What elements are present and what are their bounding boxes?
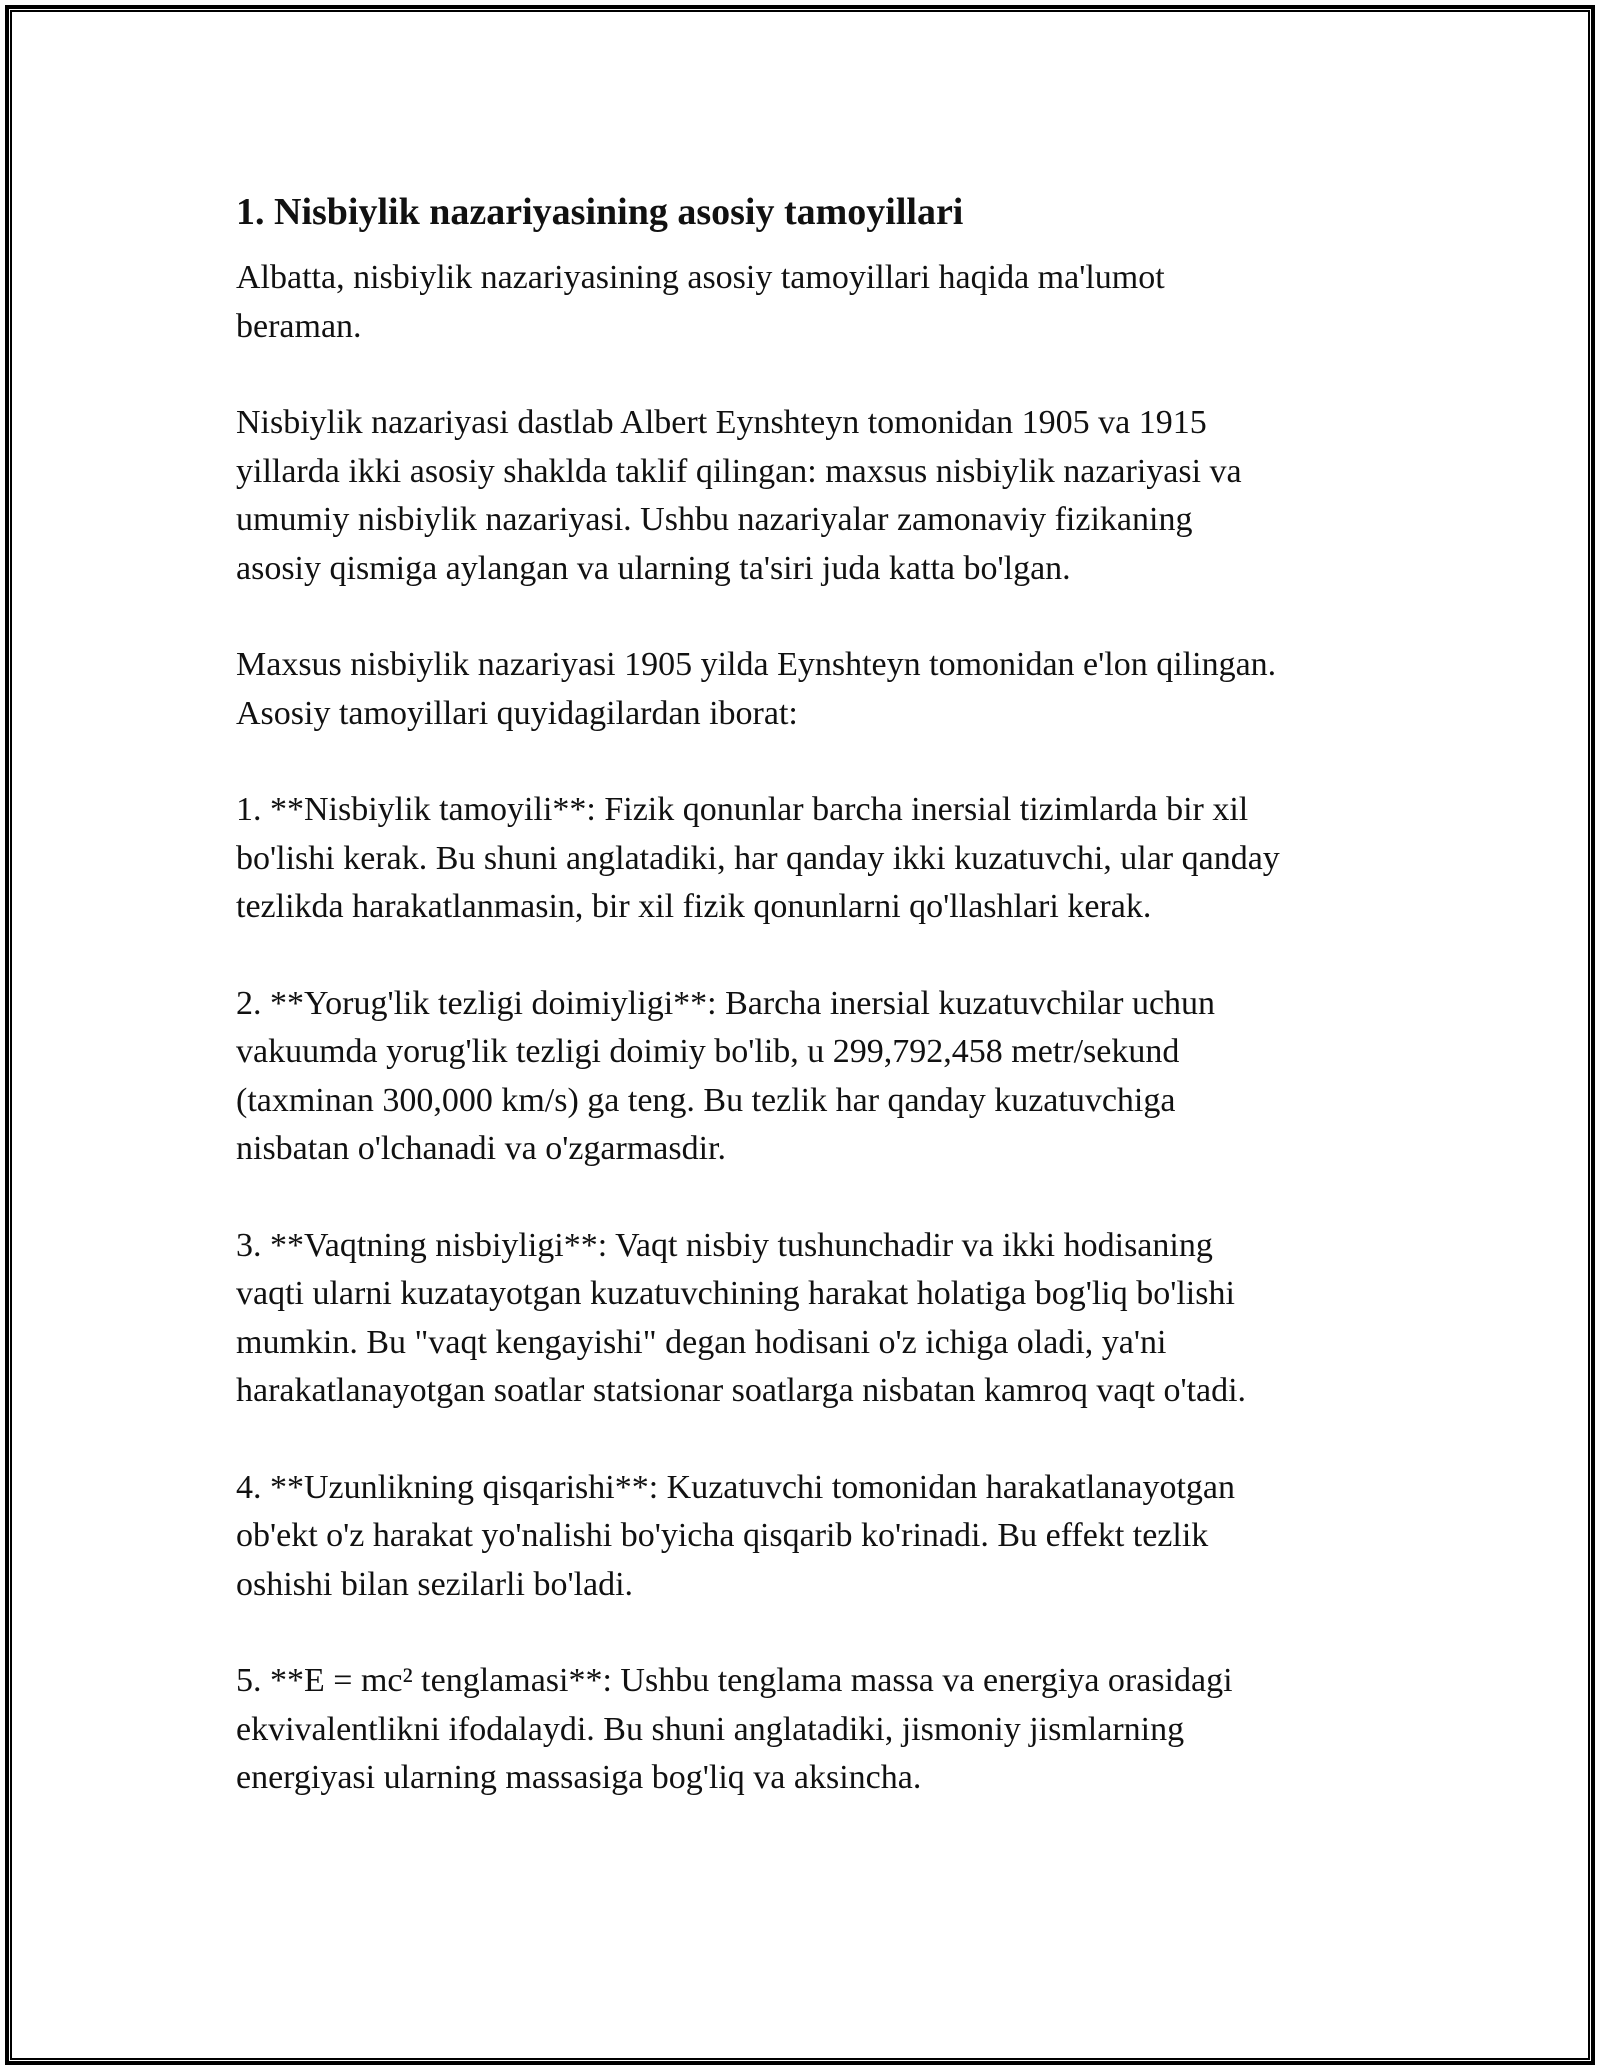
principle-item-5: 5. **E = mc² tenglamasi**: Ushbu tenglama massa va energiya orasidagi ekvivalentlikni ifodalaydi. Bu shuni anglatadiki, jismoniy jismlarning energiyasi ularning massasiga bog'liq va aksincha. — [236, 1662, 1233, 1796]
intro-paragraph: Albatta, nisbiylik nazariyasining asosiy tamoyillari haqida ma'lumot beraman. — [236, 259, 1165, 345]
special-relativity-paragraph: Maxsus nisbiylik nazariyasi 1905 yilda Eynshteyn tomonidan e'lon qilingan. Asosiy tamoyillari quyidagilardan iborat: — [236, 646, 1277, 732]
theory-overview-paragraph: Nisbiylik nazariyasi dastlab Albert Eynshteyn tomonidan 1905 va 1915 yillarda ikki asosiy shaklda taklif qilingan: maxsus nisbiylik nazariyasi va umumiy nisbiylik nazariyasi. Ushbu nazariyalar zamonaviy fizikaning asosiy qismiga aylangan va ularning ta'siri juda katta bo'lgan. — [236, 404, 1242, 587]
document-body — [236, 186, 1386, 1851]
principle-item-4: 4. **Uzunlikning qisqarishi**: Kuzatuvchi tomonidan harakatlanayotgan ob'ekt o'z harakat yo'nalishi bo'yicha qisqarib ko'rinadi. Bu effekt tezlik oshishi bilan sezilarli bo'ladi. — [236, 1468, 1235, 1603]
principle-item-2: 2. **Yorug'lik tezligi doimiyligi**: Barcha inersial kuzatuvchilar uchun vakuumda yorug'lik tezligi doimiy bo'lib, u 299,792,458 metr/sekund (taxminan 300,000 km/s) ga teng. Bu tezlik har qanday kuzatuvchiga nisbatan o'lchanadi va o'zgarmasdir. — [236, 984, 1216, 1167]
principle-item-3: 3. **Vaqtning nisbiyligi**: Vaqt nisbiy tushunchadir va ikki hodisaning vaqti ularni kuzatayotgan kuzatuvchining harakat holatiga bog'liq bo'lishi mumkin. Bu "vaqt kengayishi" degan hodisani o'z ichiga oladi, ya'ni harakatlanayotgan soatlar statsionar soatlarga nisbatan kamroq vaqt o'tadi. — [236, 1226, 1247, 1409]
principle-item-1: 1. **Nisbiylik tamoyili**: Fizik qonunlar barcha inersial tizimlarda bir xil bo'lishi kerak. Bu shuni anglatadiki, har qanday ikki kuzatuvchi, ular qanday tezlikda harakatlanmasin, bir xil fizik qonunlarni qo'llashlari kerak. — [236, 791, 1280, 925]
section-heading: 1. Nisbiylik nazariyasining asosiy tamoyillari — [236, 191, 964, 233]
